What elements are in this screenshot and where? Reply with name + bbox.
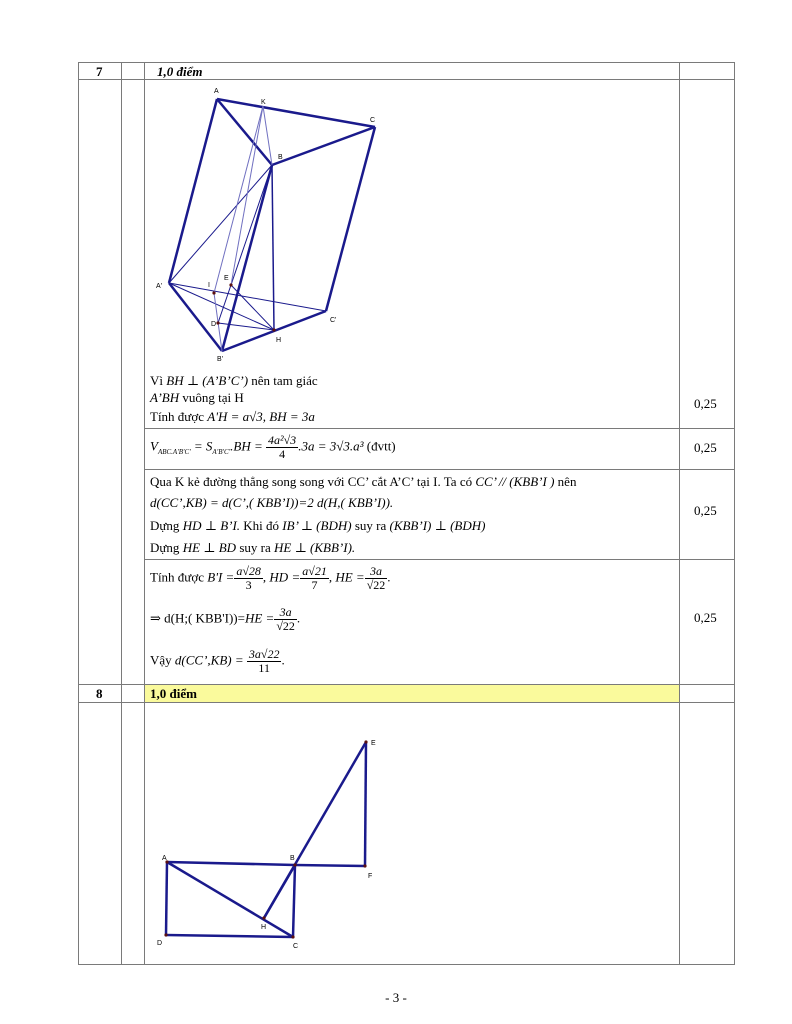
q7-s4-line2: ⇒ d(H;( KBB'I))=HE = $\frac{3a}{√22}$ . xyxy=(150,605,301,633)
line-A1-C1 xyxy=(169,283,326,311)
page-number: - 3 - xyxy=(385,990,407,1005)
fig7-label-E: E xyxy=(224,275,229,282)
q7-s2-volume: $V_{ABC.A'B'C'} = S_{A'B'C'}.BH$ = $\frac{\text{4a²√3}}{4}$ .3a = 3√3.a³ (đvtt) xyxy=(150,433,396,461)
fig7-label-B1: B' xyxy=(217,356,224,363)
q7-s3-line3: Dựng HD ⊥ B’I. Khi đó IB’ ⊥ (BDH) suy ra (KBB’I) ⊥ (BDH) xyxy=(150,518,486,533)
edge-B-C xyxy=(293,865,295,937)
q8-number: 8 xyxy=(96,686,103,701)
fig7-label-H: H xyxy=(276,337,282,344)
q7-s2-score: 0,25 xyxy=(694,440,717,455)
edge-D-C xyxy=(166,935,293,937)
row-sep-s2 xyxy=(144,469,735,470)
fig7-label-C1: C' xyxy=(330,317,337,324)
table-col-2 xyxy=(144,62,145,965)
row-sep-s3 xyxy=(144,559,735,560)
fig7-label-I: I xyxy=(208,282,210,289)
q7-s1-score: 0,25 xyxy=(694,396,717,411)
line-K-I xyxy=(214,106,263,293)
fig7-label-K: K xyxy=(261,99,266,106)
fig8-label-H: H xyxy=(261,924,267,931)
edge-A-B xyxy=(167,862,295,865)
table-border-left xyxy=(78,62,79,965)
edge-B-H xyxy=(264,865,295,918)
edge-F-E xyxy=(365,742,366,866)
q8-points: 1,0 điểm xyxy=(150,686,197,701)
q7-s1-line3: Tính được A'H = a√3, BH = 3a xyxy=(150,409,315,424)
edge-A-D xyxy=(166,862,167,935)
q7-s1-line2: A’BH vuông tại H xyxy=(150,390,244,405)
row-sep-q8-header xyxy=(78,702,735,703)
fig7-label-B: B xyxy=(278,154,283,161)
q7-number: 7 xyxy=(96,64,103,79)
edge-C-C1 xyxy=(326,127,375,311)
q7-s1-line1: Vì BH ⊥ (A’B’C’) nên tam giác xyxy=(150,373,318,388)
q7-figure xyxy=(150,84,390,364)
line-E-H xyxy=(231,285,274,330)
table-border-top xyxy=(78,62,735,63)
q7-s4-score: 0,25 xyxy=(694,610,717,625)
edge-B-C xyxy=(272,127,375,165)
q7-s4-line3: Vậy d(CC’,KB) = $\frac{3a√22}{11}$ . xyxy=(150,647,285,675)
fig8-label-C: C xyxy=(293,943,299,950)
row-sep-q8-top xyxy=(78,684,735,685)
table-col-1 xyxy=(121,62,122,965)
fig8-label-F: F xyxy=(368,873,373,880)
edge-B-F xyxy=(295,865,365,866)
q7-points: 1,0 điểm xyxy=(157,64,203,79)
row-sep-s1 xyxy=(144,428,735,429)
fig8-label-A: A xyxy=(162,855,167,862)
fig7-label-C: C xyxy=(370,117,376,124)
q8-header-highlight xyxy=(144,685,679,702)
table-border-right xyxy=(734,62,735,965)
q7-s3-line2: d(CC’,KB) = d(C’,( KBB’I))=2 d(H,( KBB’I)). xyxy=(150,495,394,510)
fig7-label-A: A xyxy=(214,88,219,95)
q7-s3-line1: Qua K kẻ đường thẳng song song với CC’ cắt A’C’ tại I. Ta có CC’ // (KBB’I ) nên xyxy=(150,474,577,489)
fig7-label-D: D xyxy=(211,321,217,328)
fig8-label-E: E xyxy=(371,740,376,747)
table-col-3 xyxy=(679,62,680,965)
fig8-label-D: D xyxy=(157,940,163,947)
edge-A-C xyxy=(217,99,375,127)
q7-s3-line4: Dựng HE ⊥ BD suy ra HE ⊥ (KBB’I). xyxy=(150,540,356,555)
q7-s3-score: 0,25 xyxy=(694,503,717,518)
fig8-label-B: B xyxy=(290,855,295,862)
q8-figure xyxy=(150,732,390,952)
fig7-label-A1: A' xyxy=(156,283,163,290)
line-B-H xyxy=(272,165,274,330)
table-border-bottom xyxy=(78,964,735,965)
q7-s4-line1: Tính được B'I = $\frac{a√28}{3}$ , HD = $\frac{a√21}{7}$ , HE = $\frac{3a}{√22}$ . xyxy=(150,564,391,592)
